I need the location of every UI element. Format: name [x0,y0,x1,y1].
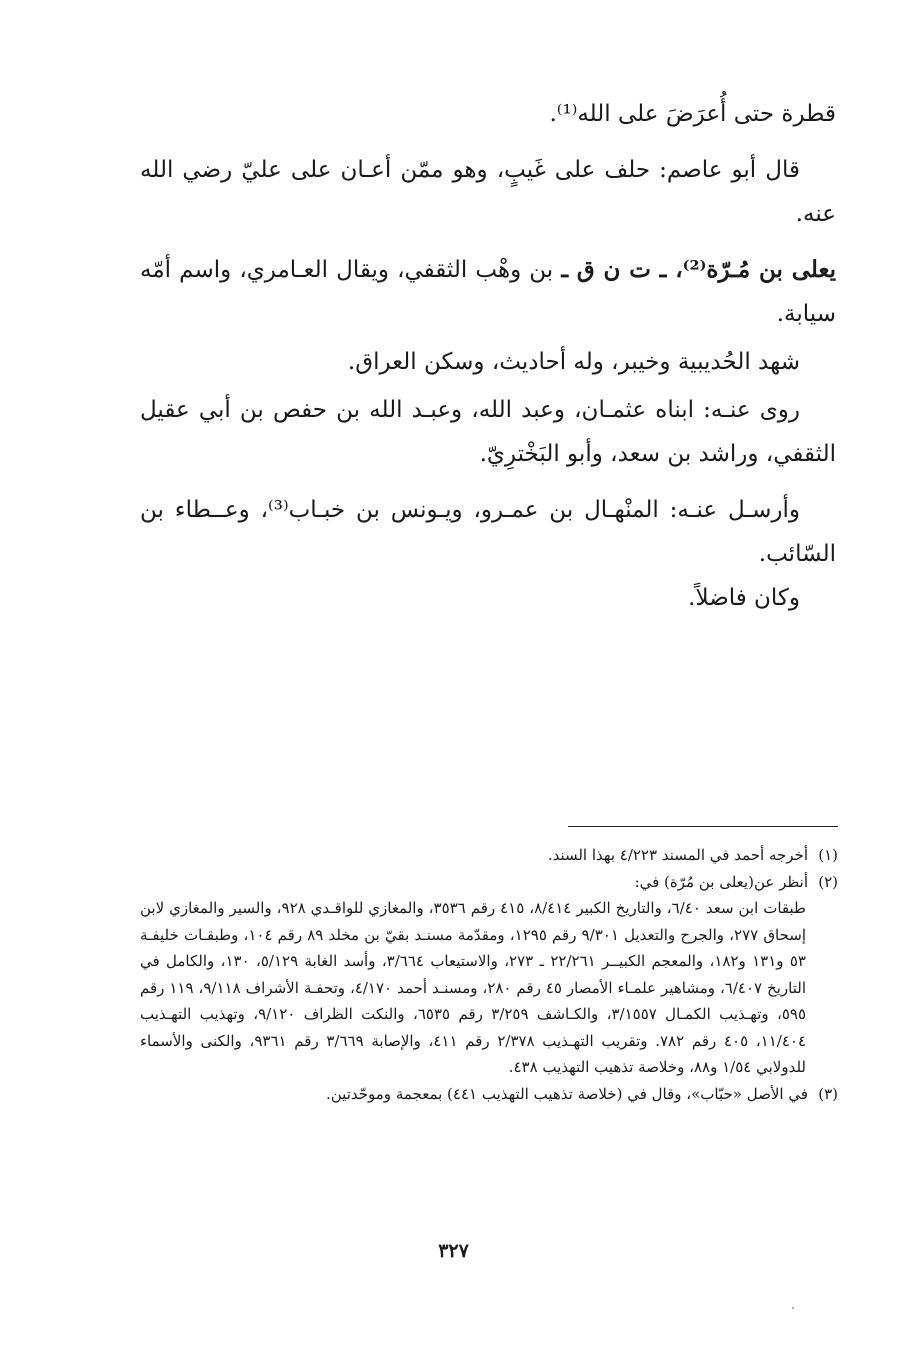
footnote-1-number: (١) [818,846,838,864]
main-text [140,92,836,620]
footnotes [140,842,838,1107]
entry-heading-rest: بن وهْب الثقفي، ويقال العـامري، واسم أمّه سيابة. [140,257,836,327]
footnote-2-text: أنظر عن(يعلى بن مُرّة) في: [634,872,808,891]
paragraph-virtuous: وكان فاضلاً. [688,585,800,611]
entry-heading: يعلى بن مُـرّة⁽²⁾، ـ ت ن ق ـ [561,256,837,283]
footnote-3 [140,1081,838,1108]
paragraph-abu-asim: قال أبو عاصم: حلف على غَيبٍ، وهو ممّن أعـان على عليّ رضي الله عنه. [140,157,836,227]
footnote-1 [140,842,838,869]
paragraph-continuation: قطرة حتى أُعرَضَ على الله⁽¹⁾. [549,101,836,127]
footnote-2-sources: طبقات ابن سعد ٦/٤٠، والتاريخ الكبير ٨/٤١٤، ٤١٥ رقم ٣٥٣٦، والمغازي للواقـدي ٩٢٨، والسير والمغازي لابن إسحاق ٢٧٧، والجرح والتعديل ٩/٣٠١ رقم ١٢٩٥، ومقدّمة مسنـد بقيّ بن مخلد ٨٩ رقم ١٠٤، وطبقـات خليفـة ٥٣ و١٣١ و١٨٢، والمعجم الكبيــر ٢٢/٢٦١ ـ ٢٧٣، والاستيعاب ٣/٦٦٤، وأسد الغابة ٥/١٢٩، ١٣٠، والكامل في التاريخ ٦/٤٠٧، ومشاهير علمـاء الأمصار ٤٥ رقم ٢٨٠، ومسنـد أحمد ٤/١٧٠، وتحفـة الأشراف ٩/١١٨، ١١٩ رقم ٥٩٥، وتهـذيب الكمـال ٣/١٥٥٧، والكـاشف ٣/٢٥٩ رقم ٦٥٣٥، والنكت الظراف ٩/١٢٠، وتهذيب التهـذيب ١١/٤٠٤، ٤٠٥ رقم ٧٨٢. وتقريب التهـذيب ٢/٣٧٨ رقم ٤١١، والإصابة ٣/٦٦٩ رقم ٩٣٦١، والكنى والأسماء للدولابي ١/٥٤ و٨٨، وخلاصة تذهيب التهذيب ٤٣٨. [140,899,807,1076]
footnote-2-number: (٢) [818,872,838,891]
footnote-3-text: في الأصل «حبّاب»، وقال في (خلاصة تذهيب التهذيب ٤٤١) بمعجمة وموحّدتين. [325,1084,808,1103]
footnote-2 [140,869,838,896]
scan-speck [792,1307,794,1309]
paragraph-entry-yala-bin-murra [140,248,836,336]
footnote-1-text: أخرجه أحمد في المسند ٤/٢٢٣ بهذا السند. [547,846,808,864]
footnote-separator [568,826,838,827]
paragraph-mursal: وأرسـل عنـه: المنْهـال بن عمـرو، ويـونس بن خبـاب⁽³⁾، وعــطاء بن السّائب. [140,497,836,567]
footnote-3-number: (٣) [818,1084,838,1103]
paragraph-narrated-from-him: روى عنـه: ابناه عثمـان، وعبد الله، وعبـد الله بن حفص بن أبي عقيل الثقفي، وراشد بن سعد، وأبو البَخْترِيّ. [140,397,836,467]
paragraph-witnessed: شهد الحُديبية وخيبر، وله أحاديث، وسكن العراق. [347,349,800,375]
page-number: ٣٢٧ [438,1240,469,1262]
